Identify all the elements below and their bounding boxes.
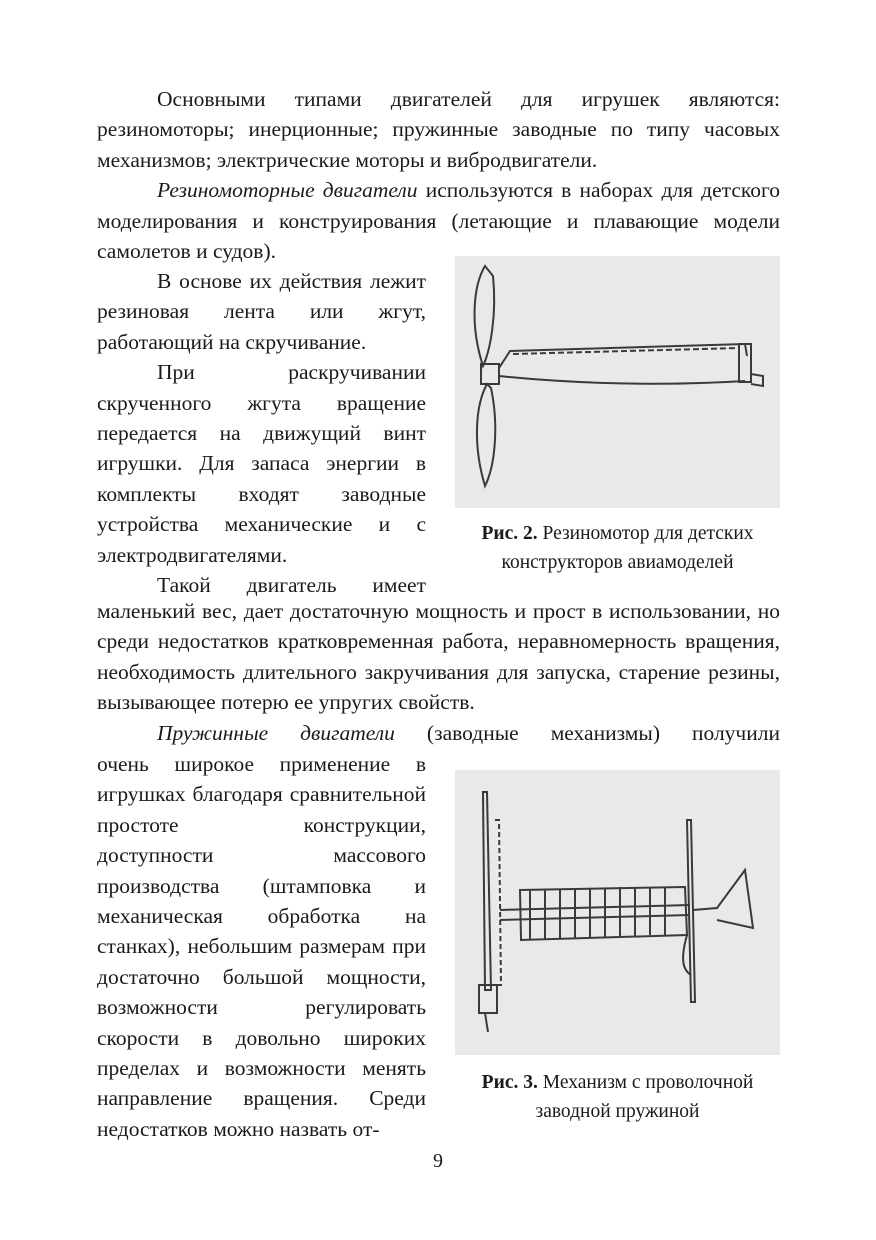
figure-3-image <box>455 770 780 1055</box>
paragraph-unwinding: При раскручивании скрученного жгута вращение передается на движущий винт игрушки. Для запаса энергии в комплекты входят заводные устройства механические и с электродвигателями. <box>97 360 426 567</box>
paragraph-engine-start: Такой двигатель имеет <box>157 573 426 598</box>
paragraph-rubber-band: В основе их действия лежит резиновая лента или жгут, работающий на скручивание. <box>97 269 426 354</box>
term-rubber-motors: Резиномоторные двигатели <box>157 178 418 203</box>
paragraph-spring-advantages: очень широкое применение в игрушках благодаря сравнительной простоте конструкции, доступности массового производства (штамповка и механическая обработка на станках), небольшим размерам при достаточно большой мощности, возможности регулировать скорости в довольно широких пределах и возможности менять направление вращения. Среди недостатков можно назвать от- <box>97 752 426 1141</box>
intro-text <box>97 84 780 266</box>
figure-3-label: Рис. 3. <box>481 1072 538 1093</box>
paragraph-engine-rest: маленький вес, дает достаточную мощность и прост в использовании, но среди недостатков кратковременная работа, неравномерность вращения, необходимость длительного закручивания для запуска, старение резины, вызывающее потерю ее упругих свойств. <box>97 599 780 715</box>
text-column-figure2 <box>97 266 426 600</box>
term-spring-motors: Пружинные двигатели <box>157 720 395 745</box>
paragraph-spring-motors <box>97 718 780 748</box>
figure-2-caption-line2: конструкторов авиамоделей <box>501 552 734 573</box>
figure-3-caption <box>455 1068 780 1126</box>
paragraph-rubber-motors <box>97 175 780 266</box>
rubber-motor-drawing <box>455 256 780 508</box>
spring-mechanism-drawing <box>455 770 780 1055</box>
figure-3-caption-line2: заводной пружиной <box>535 1101 700 1122</box>
paragraph-motor-types: Основными типами двигателей для игрушек являются: резиномоторы; инерционные; пружинные заводные по типу часовых механизмов; электрические моторы и вибродвигатели. <box>97 87 780 172</box>
figure-2-caption <box>455 519 780 577</box>
text-continuation <box>97 596 780 748</box>
figure-3-caption-line1: Механизм с проволочной <box>537 1072 754 1093</box>
figure-2-caption-line1: Резиномотор для детских <box>537 523 754 544</box>
paragraph-rubber-motors-text: используются в наборах для детского моделирования и конструирования (летающие и плавающие модели самолетов и судов). <box>97 178 780 264</box>
page-number: 9 <box>433 1150 443 1172</box>
figure-2-label: Рис. 2. <box>481 523 538 544</box>
figure-2-image <box>455 256 780 508</box>
paragraph-spring-motors-text: (заводные механизмы) получили <box>394 720 780 745</box>
text-column-figure3 <box>97 749 426 1144</box>
